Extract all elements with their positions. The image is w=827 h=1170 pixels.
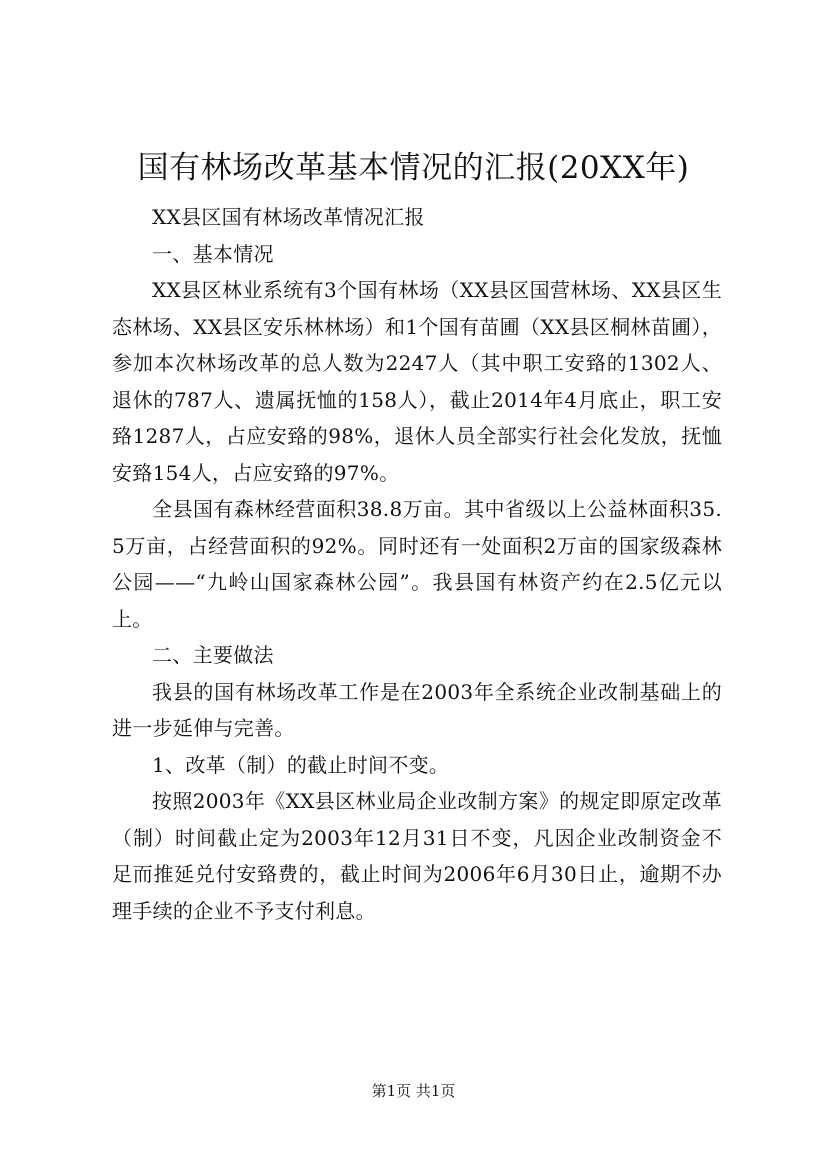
section-heading-main-practices: 二、主要做法 [152,643,274,667]
paragraph-reform-basis: 我县的国有林场改革工作是在2003年全系统企业改制基础上的进一步延伸与完善。 [112,679,722,740]
paragraph-subtitle: XX县区国有林场改革情况汇报 [152,205,425,229]
page-footer: 第1页 共1页 [371,1082,456,1100]
document-title: 国有林场改革基本情况的汇报(20XX年) [137,150,690,186]
document-body [112,199,722,929]
paragraph-cutoff-details: 按照2003年《XX县区林业局企业改制方案》的规定即原定改革（制）时间截止定为2003年12月31日不变，凡因企业改制资金不足而推延兑付安臵费的，截止时间为2006年6月30日止，逾期不办理手续的企业不予支付利息。 [112,789,722,923]
section-heading-basic-situation: 一、基本情况 [152,241,274,266]
paragraph-forest-area: 全县国有森林经营面积38.8万亩。其中省级以上公益林面积35.5万亩，占经营面积的92%。同时还有一处面积2万亩的国家级森林公园——“九岭山国家森林公园”。我县国有林资产约在2.5亿元以上。 [112,497,722,631]
paragraph-forestry-system: XX县区林业系统有3个国有林场（XX县区国营林场、XX县区生态林场、XX县区安乐林林场）和1个国有苗圃（XX县区桐林苗圃），参加本次林场改革的总人数为2247人（其中职工安臵的1302人、退休的787人、遗属抚恤的158人），截止2014年4月底止，职工安臵1287人，占应安臵的98%，退休人员全部实行社会化发放，抚恤安臵154人，占应安臵的97%。 [112,278,722,485]
subheading-cutoff-time: 1、改革（制）的截止时间不变。 [152,752,450,777]
